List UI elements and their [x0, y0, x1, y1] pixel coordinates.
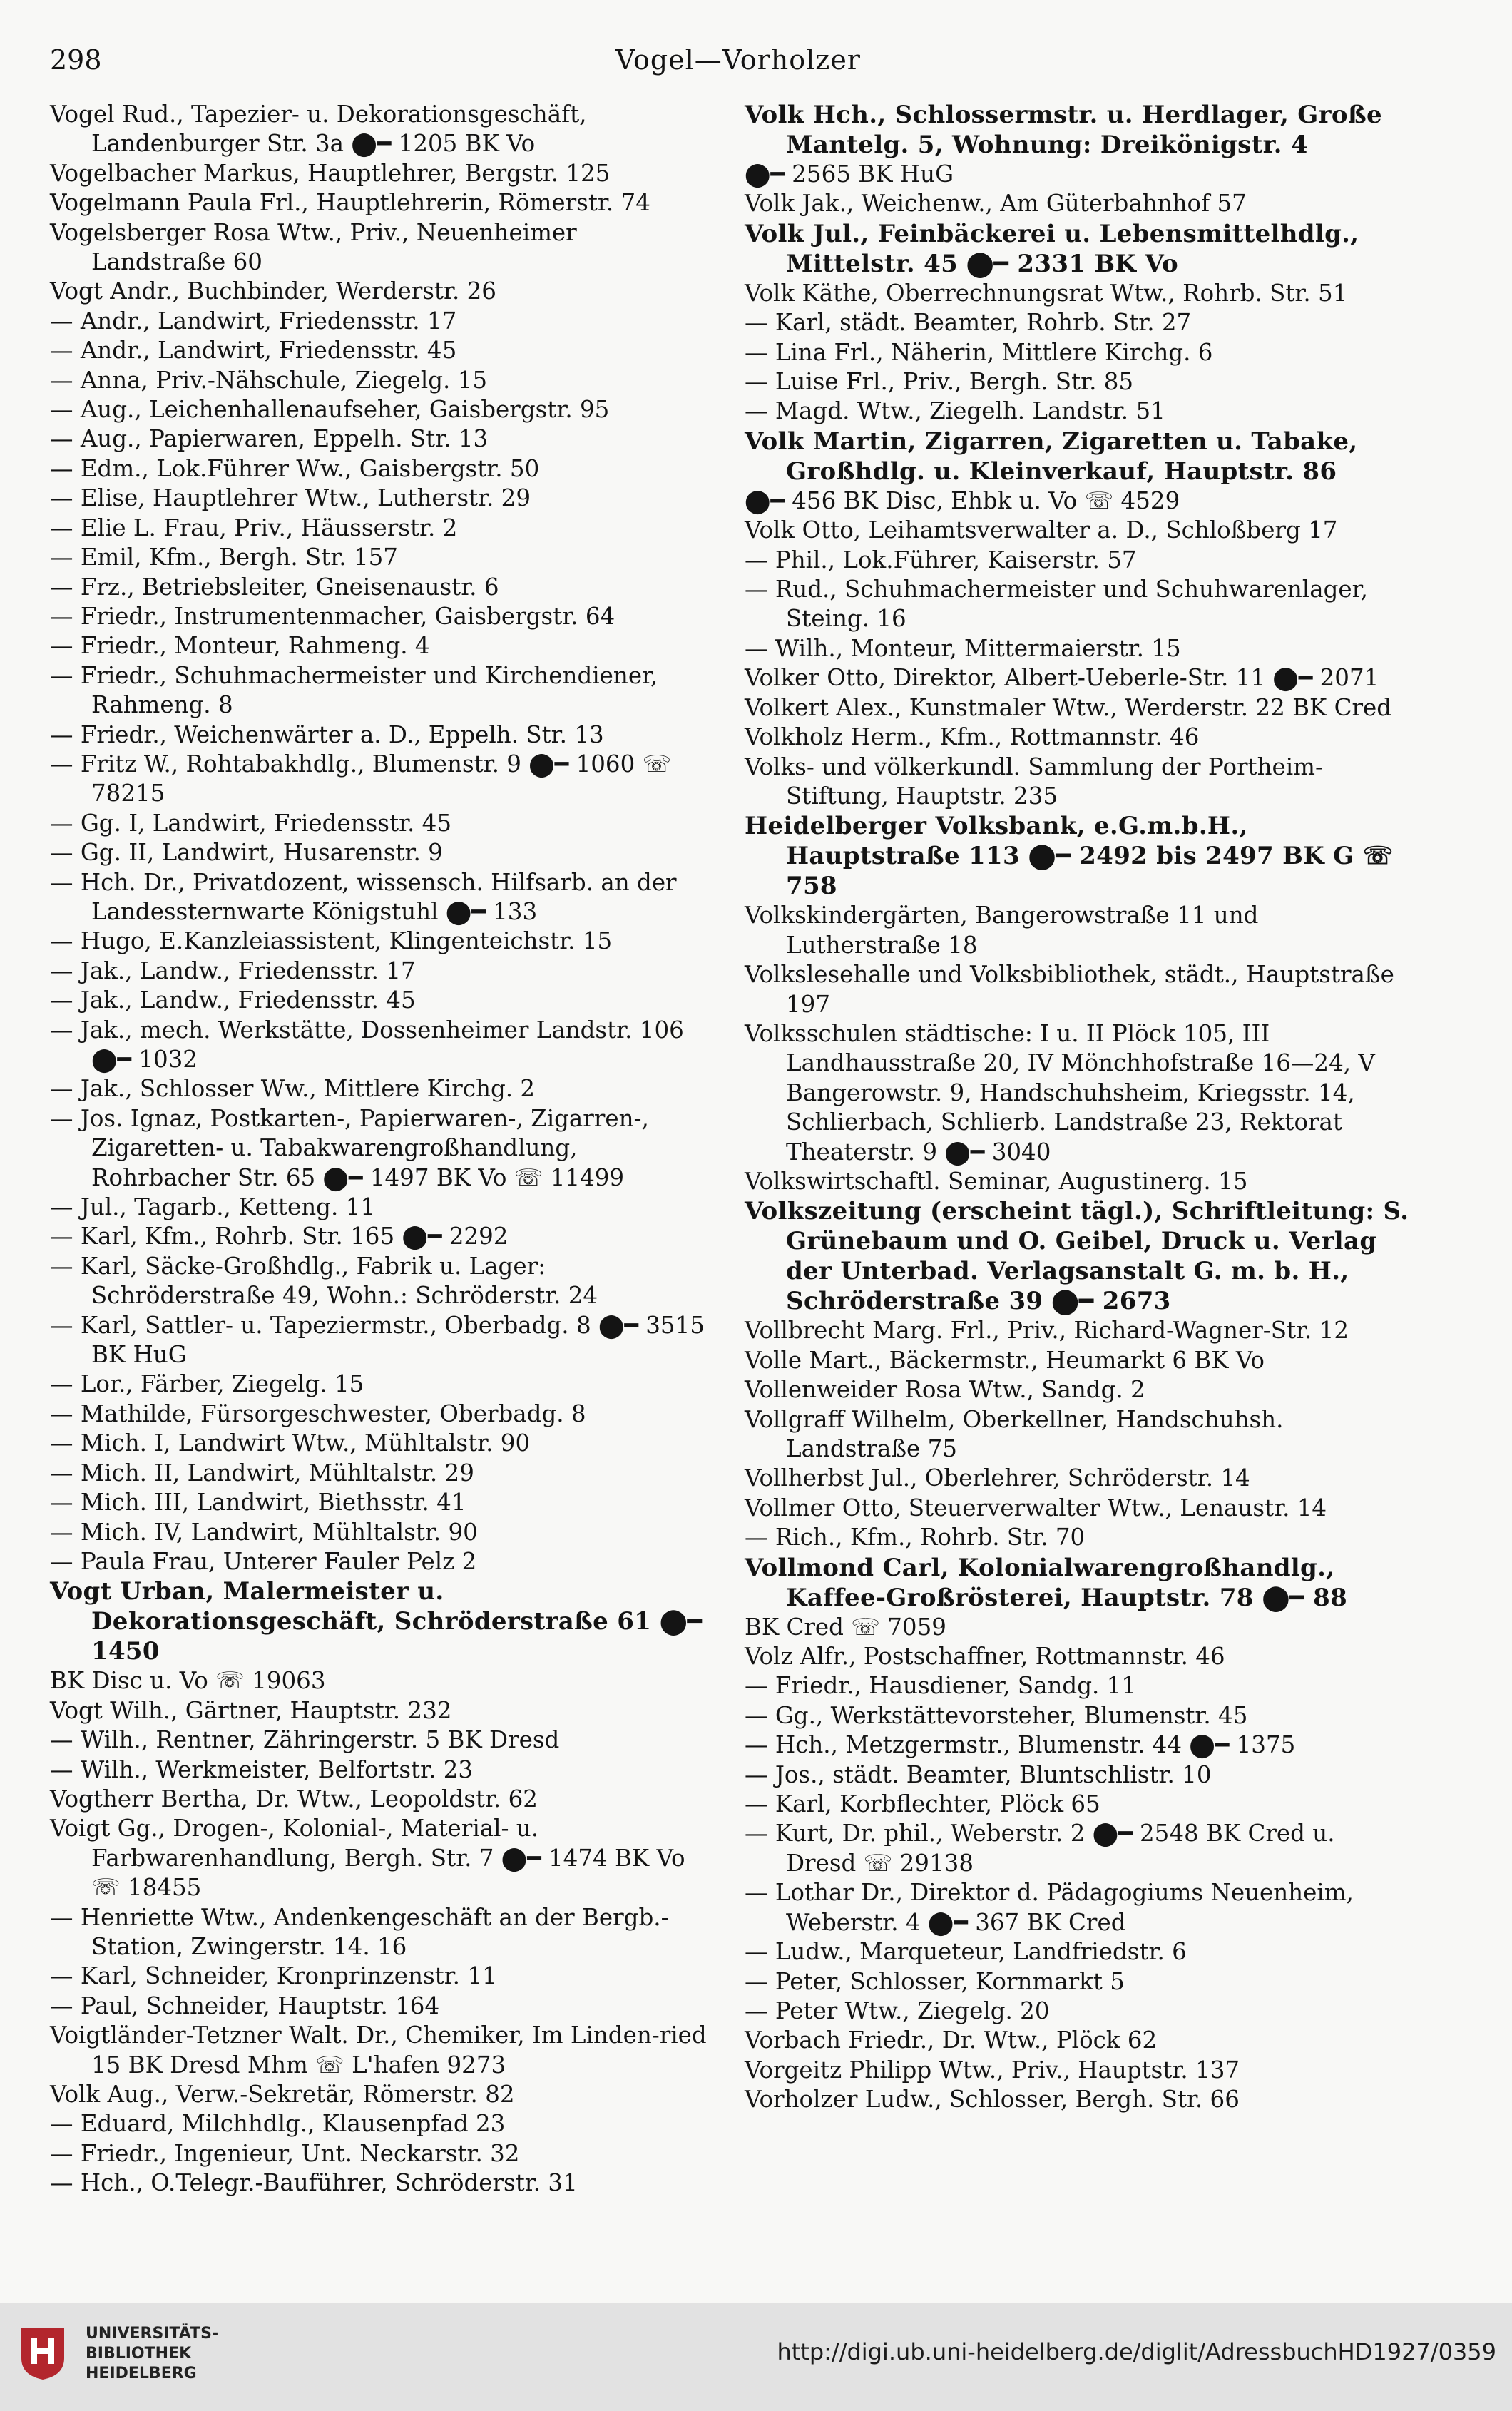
directory-entry: Volk Aug., Verw.-Sekretär, Römerstr. 82: [50, 2081, 515, 2108]
directory-entry: Volker Otto, Direktor, Albert-Ueberle-Str. 11 ⬤━ 2071: [745, 664, 1379, 692]
directory-entry: — Wilh., Rentner, Zähringerstr. 5 BK Dresd: [50, 1726, 560, 1754]
library-name-line: UNIVERSITÄTS-: [86, 2325, 219, 2343]
directory-entry: — Eduard, Milchhdlg., Klausenpfad 23: [50, 2110, 506, 2138]
directory-entry: — Edm., Lok.Führer Ww., Gaisbergstr. 50: [50, 454, 540, 482]
directory-entry: — Jak., Schlosser Ww., Mittlere Kirchg. 2: [50, 1075, 536, 1103]
directory-entry: — Hugo, E.Kanzleiassistent, Klingenteichstr. 15: [50, 927, 613, 955]
directory-entry: Vollherbst Jul., Oberlehrer, Schröderstr. 14: [745, 1464, 1250, 1492]
directory-entry: — Henriette Wtw., Andenkengeschäft an der Bergb.-Station, Zwingerstr. 14. 16: [50, 1903, 669, 1960]
directory-entry: Volk Jul., Feinbäckerei u. Lebensmittelhdlg., Mittelstr. 45 ⬤━ 2331 BK Vo: [745, 219, 1359, 278]
directory-entry: Volks- und völkerkundl. Sammlung der Portheim-Stiftung, Hauptstr. 235: [745, 753, 1323, 810]
directory-entry: ⬤━ 2565 BK HuG: [745, 160, 954, 188]
directory-entry: Volkswirtschaftl. Seminar, Augustinerg. 15: [745, 1167, 1248, 1195]
directory-entry: Vogelsberger Rosa Wtw., Priv., Neuenheimer Landstraße 60: [50, 218, 577, 276]
directory-entry: — Karl, Korbflechter, Plöck 65: [745, 1790, 1100, 1818]
directory-entry: Volkslesehalle und Volksbibliothek, städt., Hauptstraße 197: [745, 961, 1394, 1018]
directory-entry: Volk Jak., Weichenw., Am Güterbahnhof 57: [745, 190, 1247, 218]
directory-entry: — Paul, Schneider, Hauptstr. 164: [50, 1992, 440, 2019]
directory-entry: — Lor., Färber, Ziegelg. 15: [50, 1370, 364, 1398]
directory-entry: — Emil, Kfm., Bergh. Str. 157: [50, 544, 398, 571]
directory-entry: — Andr., Landwirt, Friedensstr. 17: [50, 307, 457, 335]
directory-entry: Heidelberger Volksbank, e.G.m.b.H., Hauptstraße 113 ⬤━ 2492 bis 2497 BK G ☏ 758: [745, 812, 1394, 901]
directory-entry: Volk Hch., Schlossermstr. u. Herdlager, Große Mantelg. 5, Wohnung: Dreikönigstr. 4: [745, 101, 1382, 159]
directory-entry: — Gg. I, Landwirt, Friedensstr. 45: [50, 809, 452, 837]
directory-entry: Vorholzer Ludw., Schlosser, Bergh. Str. 66: [745, 2086, 1240, 2114]
directory-entry: — Frz., Betriebsleiter, Gneisenaustr. 6: [50, 573, 499, 601]
directory-entry: — Mich. III, Landwirt, Biethsstr. 41: [50, 1489, 466, 1517]
directory-entry: — Anna, Priv.-Nähschule, Ziegelg. 15: [50, 366, 488, 394]
directory-entry: — Kurt, Dr. phil., Weberstr. 2 ⬤━ 2548 BK Cred u. Dresd ☏ 29138: [745, 1820, 1335, 1877]
directory-entry: — Gg., Werkstättevorsteher, Blumenstr. 45: [745, 1701, 1248, 1729]
directory-entry: Volk Käthe, Oberrechnungsrat Wtw., Rohrb. Str. 51: [745, 279, 1348, 307]
page-number: 298: [50, 44, 102, 76]
right-column: [745, 100, 1411, 2115]
directory-entry: — Magd. Wtw., Ziegelh. Landstr. 51: [745, 397, 1165, 425]
library-name: [86, 2324, 218, 2384]
source-url-link[interactable]: http://digi.ub.uni-heidelberg.de/diglit/AdressbuchHD1927/0359: [777, 2338, 1496, 2365]
directory-entry: — Jak., mech. Werkstätte, Dossenheimer Landstr. 106 ⬤━ 1032: [50, 1016, 684, 1073]
directory-entry: Vollmer Otto, Steuerverwalter Wtw., Lenaustr. 14: [745, 1494, 1327, 1521]
directory-entry: Volz Alfr., Postschaffner, Rottmannstr. 46: [745, 1643, 1225, 1671]
directory-entry: — Mich. IV, Landwirt, Mühltalstr. 90: [50, 1518, 478, 1546]
directory-entry: Vogel Rud., Tapezier- u. Dekorationsgeschäft, Landenburger Str. 3a ⬤━ 1205 BK Vo: [50, 101, 587, 158]
directory-entry: — Aug., Leichenhallenaufseher, Gaisbergstr. 95: [50, 396, 610, 424]
directory-entry: — Paula Frau, Unterer Fauler Pelz 2: [50, 1547, 477, 1575]
directory-entry: Volksschulen städtische: I u. II Plöck 105, III Landhausstraße 20, IV Mönchhofstraße 16—24, V Bangerowstr. 9, Handschuhsheim, Kriegsstr. 14, Schlierbach, Schlierb. Landstraße 23, Rektorat Theaterstr. 9 ⬤━ 3040: [745, 1019, 1375, 1166]
directory-entry: BK Disc u. Vo ☏ 19063: [50, 1667, 326, 1695]
library-name-line: HEIDELBERG: [86, 2365, 197, 2382]
directory-entry: ⬤━ 456 BK Disc, Ehbk u. Vo ☏ 4529: [745, 486, 1180, 514]
directory-entry: — Phil., Lok.Führer, Kaiserstr. 57: [745, 546, 1137, 574]
directory-entry: Volkholz Herm., Kfm., Rottmannstr. 46: [745, 723, 1200, 751]
running-title: Vogel—Vorholzer: [615, 44, 861, 76]
directory-entry: — Mathilde, Fürsorgeschwester, Oberbadg. 8: [50, 1400, 586, 1427]
directory-entry: — Mich. I, Landwirt Wtw., Mühltalstr. 90: [50, 1429, 531, 1457]
directory-entry: — Friedr., Ingenieur, Unt. Neckarstr. 32: [50, 2139, 520, 2167]
directory-entry: — Karl, Schneider, Kronprinzenstr. 11: [50, 1962, 497, 1990]
directory-entry: Vogelmann Paula Frl., Hauptlehrerin, Römerstr. 74: [50, 189, 650, 217]
directory-entry: — Fritz W., Rohtabakhdlg., Blumenstr. 9 ⬤━ 1060 ☏ 78215: [50, 750, 672, 807]
directory-entry: Volkert Alex., Kunstmaler Wtw., Werderstr. 22 BK Cred: [745, 693, 1392, 721]
directory-entry: Volk Martin, Zigarren, Zigaretten u. Tabake, Großhdlg. u. Kleinverkauf, Hauptstr. 86: [745, 427, 1358, 486]
directory-entry: — Friedr., Schuhmachermeister und Kirchendiener, Rahmeng. 8: [50, 661, 658, 719]
directory-entry: Volkszeitung (erscheint tägl.), Schriftleitung: S. Grünebaum und O. Geibel, Druck u. Verlag der Unterbad. Verlagsanstalt G. m. b. H., Schröderstraße 39 ⬤━ 2673: [745, 1197, 1409, 1316]
directory-entry: — Karl, städt. Beamter, Rohrb. Str. 27: [745, 309, 1192, 337]
footer-bar: [0, 2303, 1512, 2411]
directory-entry: — Jos. Ignaz, Postkarten-, Papierwaren-, Zigarren-, Zigaretten- u. Tabakwarengroßhandlung, Rohrbacher Str. 65 ⬤━ 1497 BK Vo ☏ 11499: [50, 1104, 649, 1191]
directory-entry: Voigtländer-Tetzner Walt. Dr., Chemiker, Im Linden-ried 15 BK Dresd Mhm ☏ L'hafen 9273: [50, 2022, 707, 2079]
directory-entry: Vollgraff Wilhelm, Oberkellner, Handschuhsh. Landstraße 75: [745, 1405, 1284, 1462]
directory-entry: Vollenweider Rosa Wtw., Sandg. 2: [745, 1376, 1145, 1404]
university-library-logo: [16, 2323, 70, 2382]
directory-entry: — Peter, Schlosser, Kornmarkt 5: [745, 1967, 1125, 1995]
directory-entry: — Friedr., Hausdiener, Sandg. 11: [745, 1672, 1137, 1700]
page-header: [50, 44, 1426, 87]
directory-entry: — Elise, Hauptlehrer Wtw., Lutherstr. 29: [50, 484, 531, 512]
directory-entry: — Wilh., Monteur, Mittermaierstr. 15: [745, 634, 1181, 662]
directory-entry: Vollmond Carl, Kolonialwarengroßhandlg., Kaffee-Großrösterei, Hauptstr. 78 ⬤━ 88: [745, 1553, 1348, 1612]
directory-entry: Vogt Andr., Buchbinder, Werderstr. 26: [50, 277, 496, 305]
directory-entry: — Jak., Landw., Friedensstr. 45: [50, 987, 416, 1014]
directory-entry: — Wilh., Werkmeister, Belfortstr. 23: [50, 1755, 474, 1783]
directory-entry: — Peter Wtw., Ziegelg. 20: [745, 1997, 1050, 2024]
directory-entry: Volk Otto, Leihamtsverwalter a. D., Schloßberg 17: [745, 516, 1338, 544]
directory-entry: Voigt Gg., Drogen-, Kolonial-, Material- u. Farbwarenhandlung, Bergh. Str. 7 ⬤━ 1474 BK Vo ☏ 18455: [50, 1815, 685, 1902]
left-column: [50, 100, 717, 2198]
directory-entry: BK Cred ☏ 7059: [745, 1613, 946, 1641]
directory-entry: — Friedr., Weichenwärter a. D., Eppelh. Str. 13: [50, 720, 604, 748]
directory-entry: Vorbach Friedr., Dr. Wtw., Plöck 62: [745, 2027, 1158, 2054]
directory-entry: — Lothar Dr., Direktor d. Pädagogiums Neuenheim, Weberstr. 4 ⬤━ 367 BK Cred: [745, 1879, 1354, 1936]
directory-entry: Volkskindergärten, Bangerowstraße 11 und Lutherstraße 18: [745, 902, 1259, 959]
directory-entry: — Friedr., Monteur, Rahmeng. 4: [50, 632, 430, 660]
directory-entry: — Jul., Tagarb., Ketteng. 11: [50, 1193, 375, 1221]
directory-entry: — Rud., Schuhmachermeister und Schuhwarenlager, Steing. 16: [745, 576, 1368, 633]
directory-entry: — Karl, Säcke-Großhdlg., Fabrik u. Lager: Schröderstraße 49, Wohn.: Schröderstr. 24: [50, 1252, 598, 1310]
directory-entry: — Rich., Kfm., Rohrb. Str. 70: [745, 1524, 1086, 1551]
directory-entry: — Aug., Papierwaren, Eppelh. Str. 13: [50, 425, 489, 453]
directory-entry: — Jos., städt. Beamter, Bluntschlistr. 10: [745, 1760, 1212, 1788]
directory-entry: — Lina Frl., Näherin, Mittlere Kirchg. 6: [745, 338, 1213, 366]
directory-entry: Vorgeitz Philipp Wtw., Priv., Hauptstr. 137: [745, 2056, 1240, 2084]
directory-entry: Vogt Wilh., Gärtner, Hauptstr. 232: [50, 1696, 452, 1724]
directory-entry: — Friedr., Instrumentenmacher, Gaisbergstr. 64: [50, 602, 615, 630]
directory-entry: — Karl, Sattler- u. Tapeziermstr., Oberbadg. 8 ⬤━ 3515 BK HuG: [50, 1311, 705, 1369]
directory-entry: — Luise Frl., Priv., Bergh. Str. 85: [745, 368, 1134, 396]
directory-entry: Vogtherr Bertha, Dr. Wtw., Leopoldstr. 62: [50, 1785, 538, 1813]
directory-entry: — Elie L. Frau, Priv., Häusserstr. 2: [50, 514, 458, 541]
directory-entry: — Hch., O.Telegr.-Bauführer, Schröderstr. 31: [50, 2169, 578, 2197]
library-name-line: BIBLIOTHEK: [86, 2345, 192, 2362]
directory-entry: — Mich. II, Landwirt, Mühltalstr. 29: [50, 1459, 474, 1487]
directory-entry: Vogelbacher Markus, Hauptlehrer, Bergstr. 125: [50, 159, 611, 187]
directory-entry: — Ludw., Marqueteur, Landfriedstr. 6: [745, 1938, 1187, 1966]
directory-entry: — Gg. II, Landwirt, Husarenstr. 9: [50, 839, 443, 867]
directory-entry: Vollbrecht Marg. Frl., Priv., Richard-Wagner-Str. 12: [745, 1317, 1349, 1345]
directory-entry: — Jak., Landw., Friedensstr. 17: [50, 957, 416, 984]
directory-entry: Vogt Urban, Malermeister u. Dekorationsgeschäft, Schröderstraße 61 ⬤━ 1450: [50, 1577, 703, 1666]
directory-entry: — Karl, Kfm., Rohrb. Str. 165 ⬤━ 2292: [50, 1223, 509, 1250]
directory-entry: — Hch., Metzgermstr., Blumenstr. 44 ⬤━ 1375: [745, 1731, 1296, 1759]
directory-entry: — Hch. Dr., Privatdozent, wissensch. Hilfsarb. an der Landessternwarte Königstuhl ⬤━ 133: [50, 868, 677, 925]
directory-entry: — Andr., Landwirt, Friedensstr. 45: [50, 337, 457, 365]
directory-entry: Volle Mart., Bäckermstr., Heumarkt 6 BK Vo: [745, 1346, 1265, 1374]
